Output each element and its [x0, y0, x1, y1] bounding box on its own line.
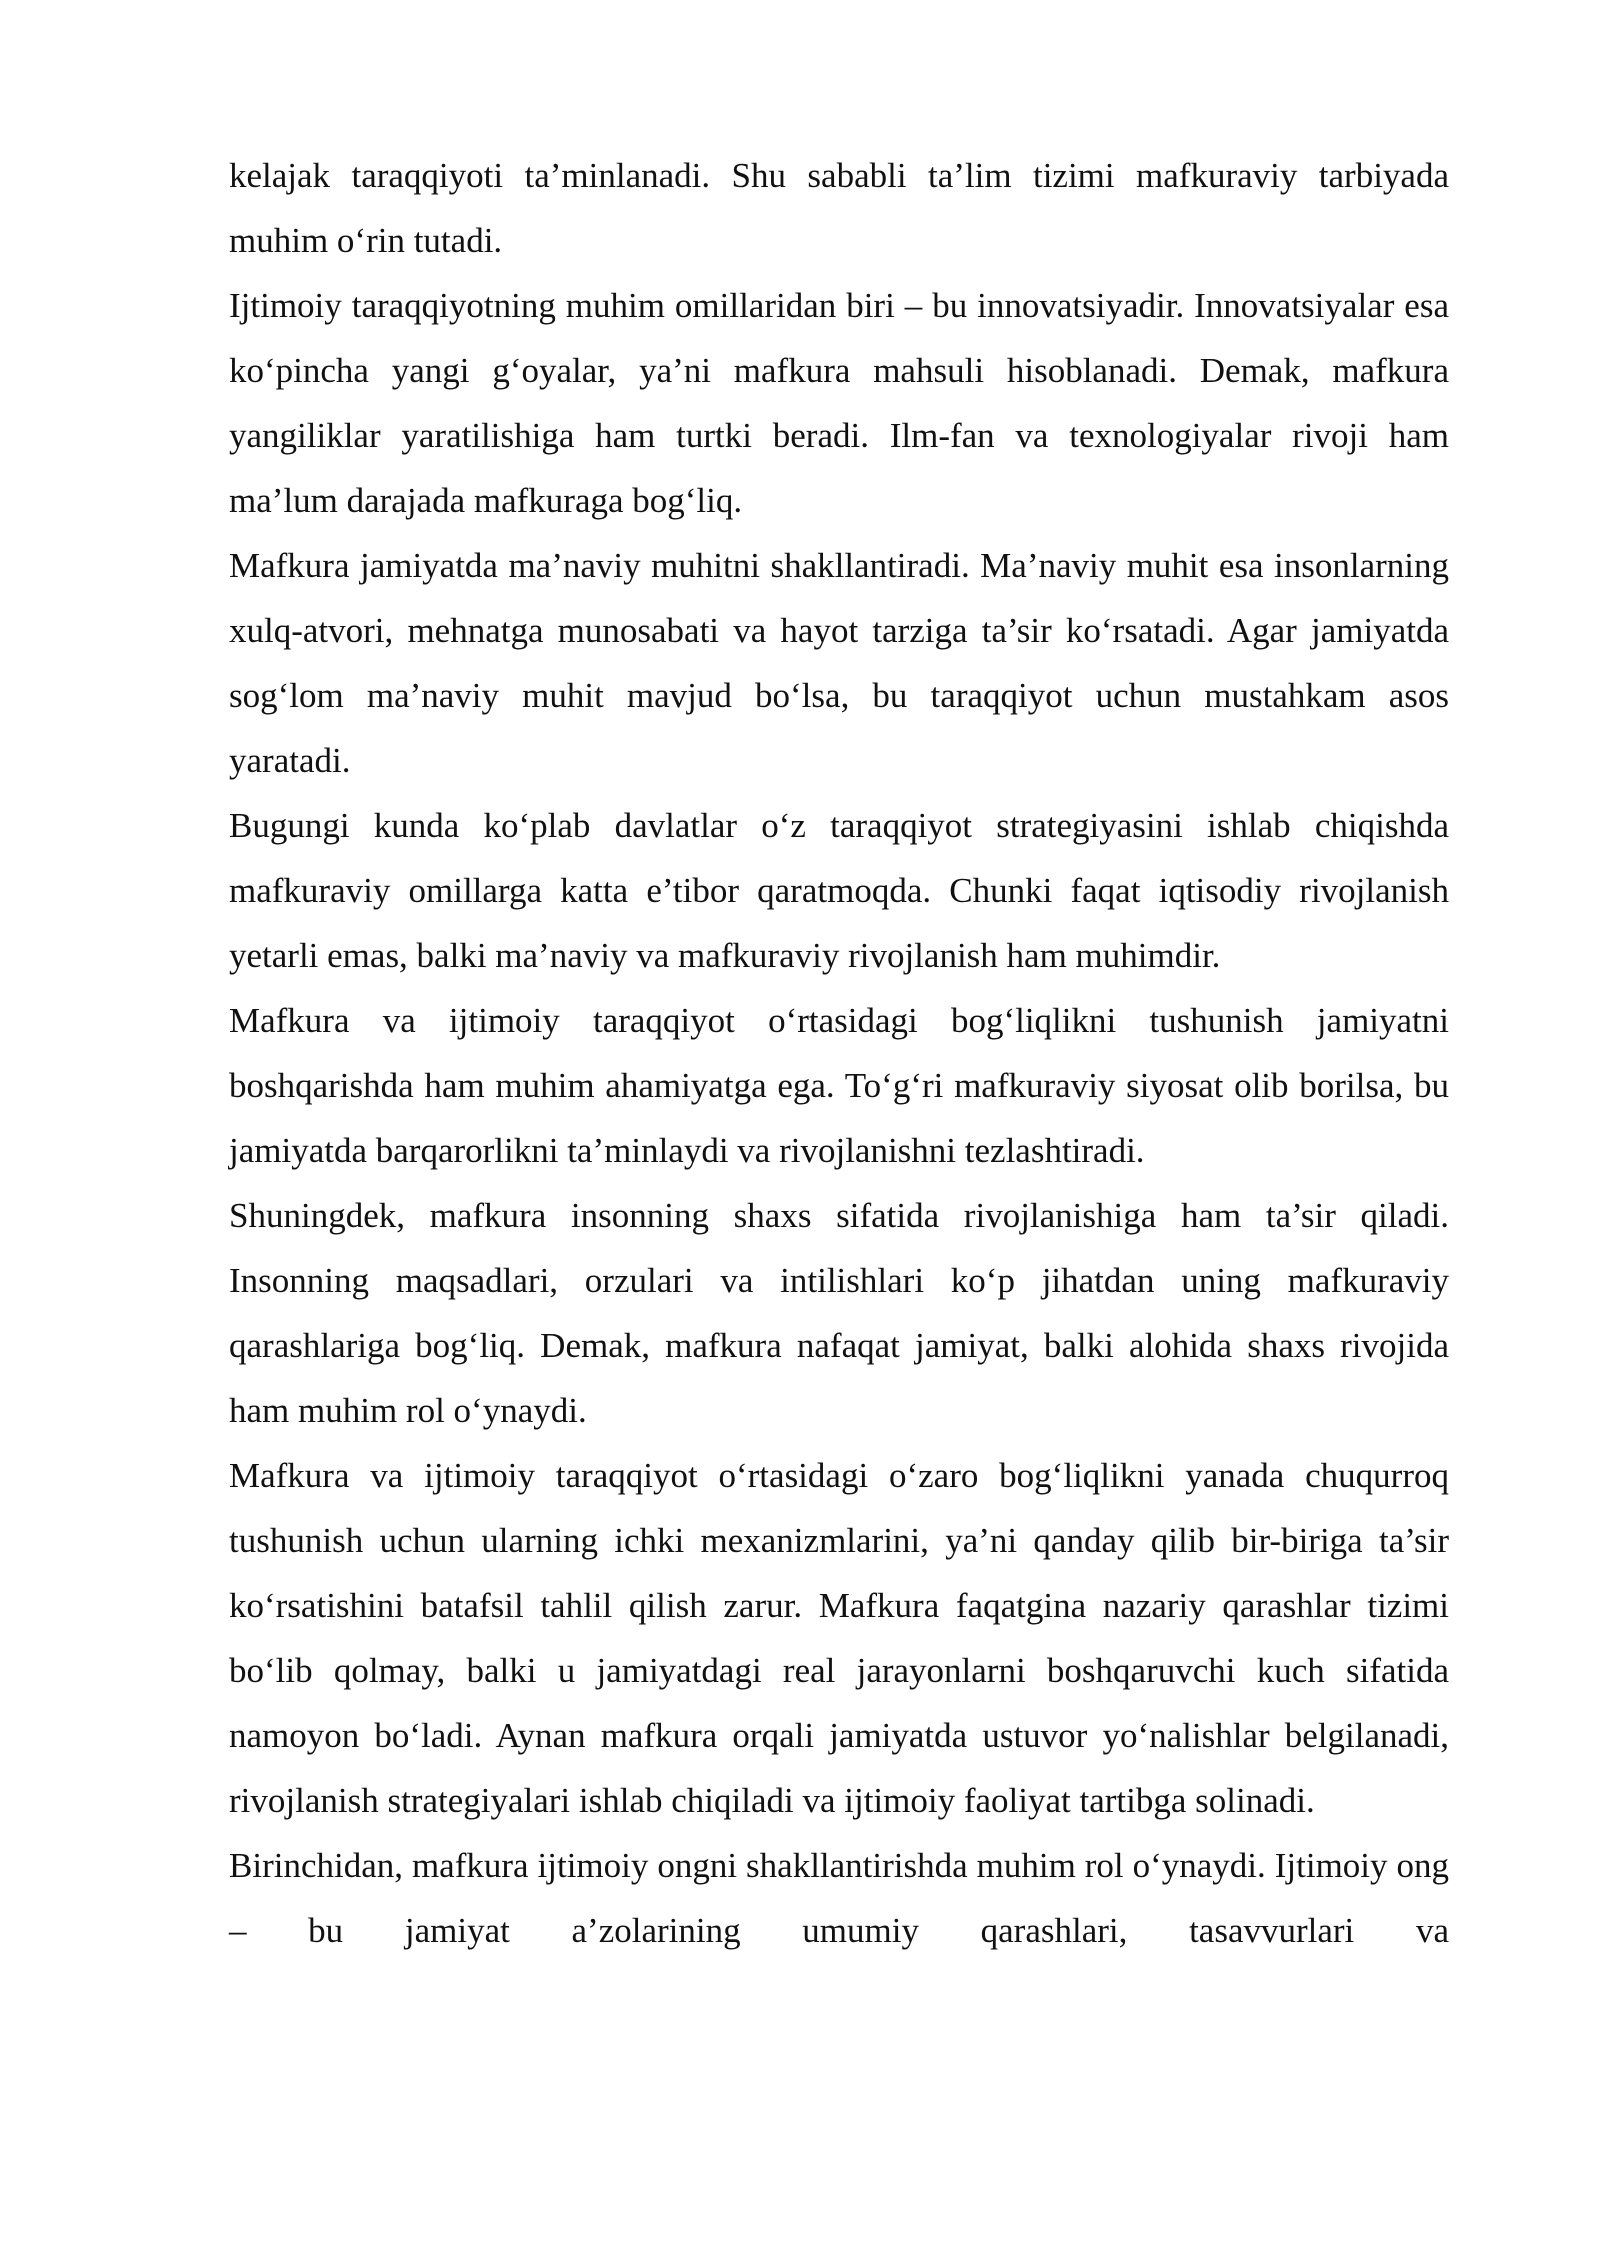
paragraph-1: kelajak taraqqiyoti ta’minlanadi. Shu sababli ta’lim tizimi mafkuraviy tarbiyada muhim o‘rin tutadi.: [229, 156, 1449, 260]
document-page: [229, 143, 1449, 1963]
paragraph-4: Bugungi kunda ko‘plab davlatlar o‘z taraqqiyot strategiyasini ishlab chiqishda mafkuraviy omillarga katta e’tibor qaratmoqda. Chunki faqat iqtisodiy rivojlanish yetarli emas, balki ma’naviy va mafkuraviy rivojlanish ham muhimdir.: [229, 806, 1449, 975]
paragraph-7: Mafkura va ijtimoiy taraqqiyot o‘rtasidagi o‘zaro bog‘liqlikni yanada chuqurroq tushunish uchun ularning ichki mexanizmlarini, ya’ni qanday qilib bir-biriga ta’sir ko‘rsatishini batafsil tahlil qilish zarur. Mafkura faqatgina nazariy qarashlar tizimi bo‘lib qolmay, balki u jamiyatdagi real jarayonlarni boshqaruvchi kuch sifatida namoyon bo‘ladi. Aynan mafkura orqali jamiyatda ustuvor yo‘nalishlar belgilanadi, rivojlanish strategiyalari ishlab chiqiladi va ijtimoiy faoliyat tartibga solinadi.: [229, 1456, 1449, 1820]
paragraph-6: Shuningdek, mafkura insonning shaxs sifatida rivojlanishiga ham ta’sir qiladi. Insonning maqsadlari, orzulari va intilishlari ko‘p jihatdan uning mafkuraviy qarashlariga bog‘liq. Demak, mafkura nafaqat jamiyat, balki alohida shaxs rivojida ham muhim rol o‘ynaydi.: [229, 1196, 1449, 1430]
paragraph-2: Ijtimoiy taraqqiyotning muhim omillaridan biri – bu innovatsiyadir. Innovatsiyalar esa ko‘pincha yangi g‘oyalar, ya’ni mafkura mahsuli hisoblanadi. Demak, mafkura yangiliklar yaratilishiga ham turtki beradi. Ilm-fan va texnologiyalar rivoji ham ma’lum darajada mafkuraga bog‘liq.: [229, 286, 1449, 520]
paragraph-8: Birinchidan, mafkura ijtimoiy ongni shakllantirishda muhim rol o‘ynaydi. Ijtimoiy ong – bu jamiyat a’zolarining umumiy qarashlari, tasavvurlari va: [229, 1846, 1449, 1950]
paragraph-5: Mafkura va ijtimoiy taraqqiyot o‘rtasidagi bog‘liqlikni tushunish jamiyatni boshqarishda ham muhim ahamiyatga ega. To‘g‘ri mafkuraviy siyosat olib borilsa, bu jamiyatda barqarorlikni ta’minlaydi va rivojlanishni tezlashtiradi.: [229, 1001, 1449, 1170]
paragraph-3: Mafkura jamiyatda ma’naviy muhitni shakllantiradi. Ma’naviy muhit esa insonlarning xulq-atvori, mehnatga munosabati va hayot tarziga ta’sir ko‘rsatadi. Agar jamiyatda sog‘lom ma’naviy muhit mavjud bo‘lsa, bu taraqqiyot uchun mustahkam asos yaratadi.: [229, 546, 1449, 780]
